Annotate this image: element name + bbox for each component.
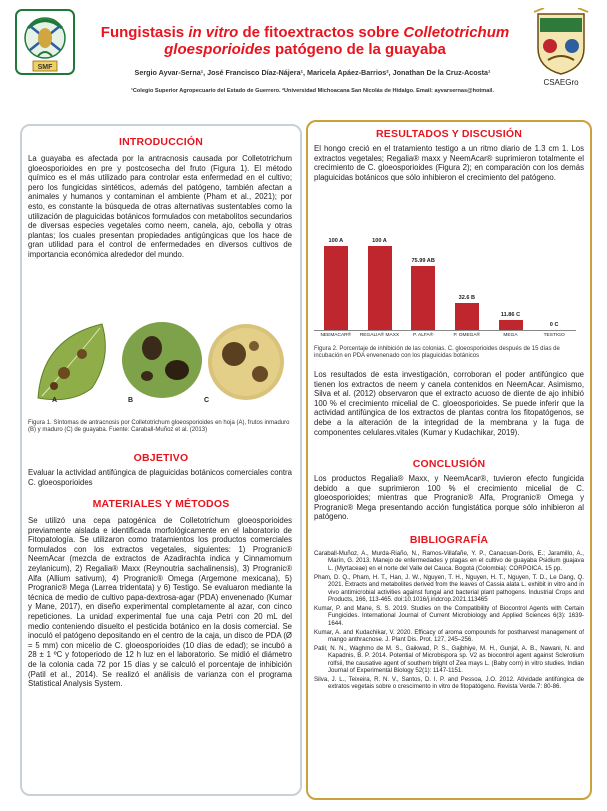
figure1-caption: Figura 1. Síntomas de antracnosis por Colletotrichum gloeosporioides en hoja (A), frutos inmaduro (B) y maduro (C) de guayaba. Fuente: Caraball-Muñoz et al. (2013) <box>28 420 290 434</box>
bibliography-entry: Caraball-Muñoz, A., Murda-Riaño, N., Ramos-Villafañe, Y. P., Canacuan-Doris, E.; Jaramillo, A., Marín, G. 2013. Manejo de enfermedades y plagas en el cultivo de guayaba Psidium guajava L. (Myrtaceae) en el norte del Valle del Cauca. Bogotá (Colombia): CORPOICA. 15 pp. <box>314 550 584 572</box>
resultados-text-1: El hongo creció en el tratamiento testigo a un ritmo diario de 1.3 cm 1. Los extractos vegetales; Regalia® maxx y NeemAcar® suprimieron totalmente el crecimiento de C. gloeosporioides (Figura 2); en comparación con los demás plaguicidas botánicos que sólo inhibieron el crecimiento del patógeno. <box>314 144 584 182</box>
bibliography-entry: Kumar, P. and Mane, S. S. 2019. Studies on the Compatibility of Biocontrol Agents with Certain Fungicides. International Journal of Current Microbiology and Applied Sciences 6(3): 1639-1644. <box>314 604 584 627</box>
chart-bar <box>368 246 392 330</box>
chart-value-label: 100 A <box>328 238 344 244</box>
intro-title: INTRODUCCIÓN <box>118 136 204 148</box>
figure2-caption: Figura 2. Porcentaje de inhibición de las colonias. C. gloeosporioides después de 15 días de incubación en PDA envenenado con los plaguicidas botánicos <box>314 346 560 360</box>
metodos-text: Se utilizó una cepa patogénica de Colletotrichum gloeosporioides previamente aislada e identificada morfológicamente en el laboratorio de Fitopatología. Se utilizaron como tratamientos los productos comerciales formulados con los extractos vegetales, siguientes: 1) Progranic® NeemAcar (mezcla de extractos de Azadirachta indica y Cinnamomum zeylanicum), 2) Regalia® Maxx (Reynoutria sachalinensis), 3) Progranic® Alfa (Allium sativum), 4) Progranic® Omega (Argemone mexicana), 5) Progranic® Mega (Larrea tridentata) y 6) Testigo. Se evaluaron mediante la técnica de medio de cultivo papa-dextrosa-agar (PDA) envenenado (Kumar y Mane, 2017), en diseño experimental completamente al azar, con cinco repeticiones. La unidad experimental fue una caja Petri con 20 mL del medio conteniendo disuelto el pesticida botánico en la dosis comercial. Se inoculó el patógeno depositando en el centro de la caja, un disco de PDA (Ø = 5 mm) con micelio de C. gloeosporioides (10 días de edad); se incubó a 28 ± 1 ºC y fotoperiodo de 12 h luz en el laboratorio. Se midió el diámetro de la colonia cada 72 por 15 días y se calculó el porcentaje de inhibición (Patil et al., 2014). Se realizó el análisis de varianza con el programa Statistical Analysis System. <box>28 516 292 689</box>
authors-line: Sergio Ayvar-Serna¹, José Francisco Díaz-Nájera¹, Maricela Apáez-Barrios², Jonathan De la Cruz-Acosta¹ <box>134 68 491 77</box>
csaegro-logo-text: CSAEGro <box>543 78 579 87</box>
bibliografia-list <box>314 550 584 692</box>
smf-logo-icon <box>14 8 76 76</box>
chart-bar <box>411 266 435 330</box>
figure1-label-b: B <box>128 397 134 404</box>
resultados-title: RESULTADOS Y DISCUSIÓN <box>376 128 522 140</box>
poster-header <box>0 0 607 110</box>
chart-value-label: 100 A <box>372 238 387 244</box>
chart-category-label: REGALIA® MAXX <box>359 333 400 338</box>
bibliography-entry: Silva, J. L., Teixeira, R. N. V., Santos, D. I. P. and Pessoa, J.O. 2012. Atividade antifúngica de extratos vegetais sobre o crescimento in vitro de fitopatógeno. Revista Verde.7: 80-86. <box>314 676 584 691</box>
chart-bar <box>455 303 479 330</box>
chart-category-label: P. ALFA® <box>413 333 434 338</box>
chart-value-label: 32.6 B <box>458 294 476 301</box>
figure1-label-c: C <box>204 397 210 404</box>
chart-value-label: 11.86 C <box>500 312 521 319</box>
figure1-immature-fruit-photo <box>122 322 202 398</box>
csaegro-logo-icon <box>530 8 592 88</box>
right-column-panel <box>306 120 592 800</box>
chart-value-label: 0 C <box>549 322 559 328</box>
bibliografia-title: BIBLIOGRAFÍA <box>409 534 489 546</box>
bibliography-entry: Kumar, A. and Kudachikar, V. 2020. Efficacy of aroma compounds for postharvest management of mango anthracnose. J. Plant Dis. Prot. 127, 245–256. <box>314 628 584 643</box>
resultados-text-2: Los resultados de esta investigación, corroboran el poder antifúngico que tienen los extractos de neem y canela contenidos en NeemAcar. Asimismo, Silva et al. (2012) observaron que el extracto acuoso de diente de ajo inhibió 100 % el crecimiento micelial de C. gloeosporioides. Se puede inferir que la actividad antifúngica de los extractos de plantas contra los fitopatógenos, se debe a la alteración de la integridad de la membrana y la fuga de componentes celulares.vitales (Kumar y Kudachikar, 2019). <box>314 370 584 437</box>
chart-category-label: NEEMACAR® <box>320 333 352 338</box>
bibliography-entry: Patil, N. N., Waghmo de M. S., Gaikwad, P. S., Gajbhiye, M. H., Gunjal, A. B., Nawani, N. and Kapadnis, B. P. 2014. Potential of Microbispora sp. V2 as biocontrol agent against Sclerotium rolfsii, the causative agent of southern blight of Zea mays L. (Baby corn) in vitro studies. Indian Journal of Experimental Biology 52(1): 1147-1151. <box>314 644 584 675</box>
left-column-panel <box>20 124 302 796</box>
chart-value-label: 75.99 AB <box>411 258 435 265</box>
chart-bar <box>499 320 523 330</box>
figure1-photos <box>32 318 290 404</box>
bibliography-entry: Pham, D. Q., Pham, H. T., Han, J. W., Nguyen, T. H., Nguyen, H. T., Nguyen, T. D., Le Dang, Q. 2021. Extracts and metabolites derived from the leaves of Cassia alata L. exhibit in vitro and in vivo antimicrobial activities against fungal and bacterial plant pathogens. Industrial Crops and Products, 166, 113-465. doi:10.1016/j.indcrop.2021.113465 <box>314 573 584 603</box>
chart-category-label: TESTIGO <box>543 333 565 338</box>
poster-title: Fungistasis in vitro de fitoextractos sobre Colletotrichum gloesporioides patógeno de la guayaba <box>100 24 510 58</box>
objetivo-title: OBJETIVO <box>133 452 189 464</box>
figure1-leaf-photo <box>38 324 105 400</box>
metodos-title: MATERIALES Y MÉTODOS <box>92 498 230 510</box>
chart-baseline <box>314 330 576 331</box>
figure1-mature-fruit-photo <box>208 324 284 400</box>
chart-category-label: P. OMEGA® <box>453 333 481 338</box>
smf-logo-text: SMF <box>37 64 53 71</box>
chart-bar <box>324 246 348 330</box>
conclusion-title: CONCLUSIÓN <box>412 458 486 470</box>
intro-text: La guayaba es afectada por la antracnosis causada por Colletotrichum gloeosporioides en pre y postcosecha del fruto (Figura 1). El método químico es el más utilizado para controlar esta enfermedad en el cultivo; pero los fungicidas sintéticos, además del patógeno, también afectan a animales y humanos y contaminan el ambiente (Pham et al., 2021); por esto, es constante la búsqueda de otras alternativas sustentables como la utilización de plaguicidas botánicos formulados con metabolitos secundarios de diversas especies vegetales como neem, canela, ajo, cebolla y otras plantas; los cuales presentan propiedades antigúngicas que los hace de gran utilidad para el control de enfermedades en diversos cultivos de importancia económica alrededor del mundo. <box>28 154 292 259</box>
affiliations-line: ¹Colegio Superior Agropecuario del Estado de Guerrero. ²Universidad Michoacana San Nicolás de Hidalgo. Email: ayvarsernas@hotmail. <box>130 88 495 94</box>
conclusion-text: Los productos Regalia® Maxx, y NeemAcar®, tuvieron efecto fungicida debido a que suprimieron 100 % el crecimiento micelial de C. gloeosporioides; mientras que Progranic® Alfa, Progranic® Omega y Progranic® Mega presentando acción fungistática porque sólo inhibieron al patógeno. <box>314 474 584 522</box>
chart-category-label: MEGA <box>503 333 518 338</box>
objetivo-text: Evaluar la actividad antifúngica de plaguicidas botánicos comerciales contra C. gloeosporioides <box>28 468 292 487</box>
inhibition-bar-chart <box>314 218 576 344</box>
figure1-label-a: A <box>52 397 58 404</box>
